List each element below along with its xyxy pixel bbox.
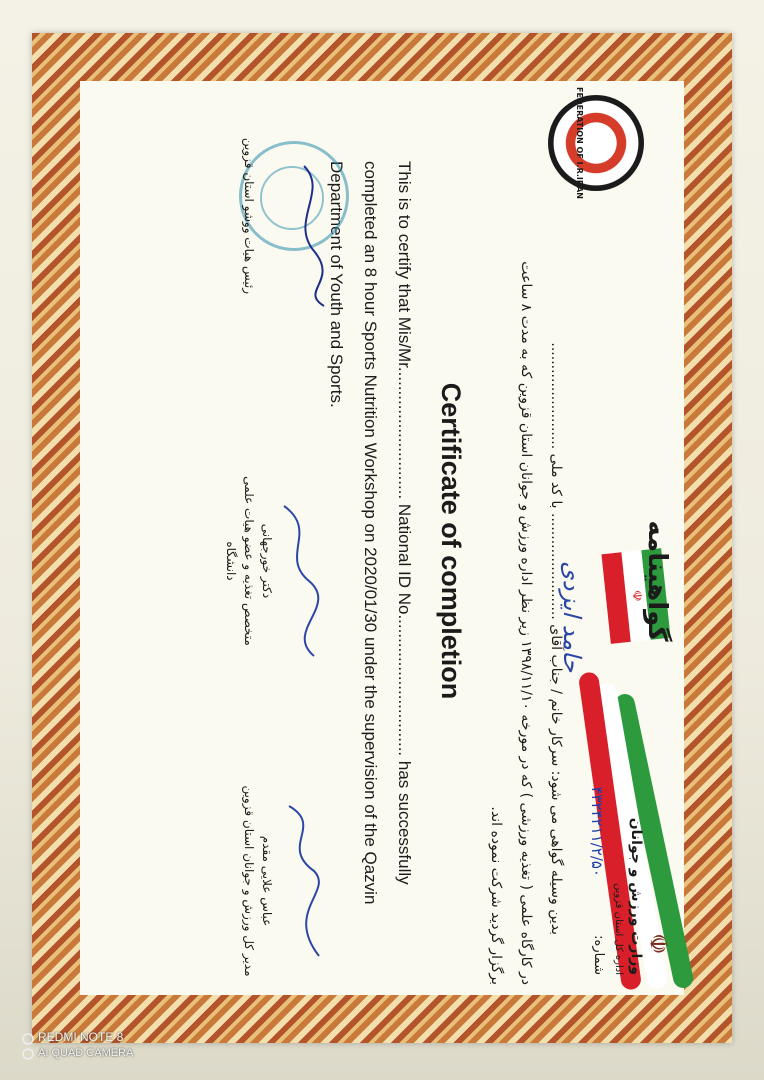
english-body-line-3: Department of Youth and Sports. [327, 161, 346, 408]
signature-scribble-3 [274, 801, 334, 961]
signatory-1-role: رئیس هیات ووشو استان قزوین [242, 137, 256, 295]
persian-body-line-1: بدین وسیله گواهی می شود: سرکار خانم / جناب آقای ........................ با کد ملی ........................ [548, 342, 564, 935]
signatory-2-role: متخصص تغذیه و عضو هیات علمی [242, 476, 256, 646]
signatory-3-name: عباس علایی مقدم [260, 835, 274, 927]
certificate-body [80, 81, 684, 995]
persian-body-line-2: در کارگاه علمی ( تغذیه ورزشی ) که در مورخه ۱۳۹۸/۱۱/۱۰ زیر نظر اداره ورزش و جوانان استان قزوین که به مدت ۸ ساعت [518, 261, 534, 985]
number-value: ۴۳۲۴۲۱۱/۲/۵۰ [588, 786, 606, 877]
signature-scribble-1 [284, 161, 334, 311]
signature-scribble-2 [274, 501, 324, 661]
persian-title: گواهینامه [642, 520, 672, 642]
english-title: Certificate of completion [436, 382, 466, 700]
english-body-line-2: completed an 8 hour Sports Nutrition Workshop on 2020/01/30 under the supervision of the Qazvin [361, 161, 380, 905]
camera-lens-icon [20, 1032, 36, 1062]
logo-caption: FEDERATION OF I.R.IRAN [575, 87, 584, 199]
camera-watermark-model: REDMI NOTE 8 [38, 1030, 124, 1044]
english-body-line-1: This is to certify that Mis/Mr............................ National ID No.............................. has successfully [395, 161, 414, 885]
camera-watermark-label: AI QUAD CAMERA [38, 1047, 134, 1059]
certificate-page [32, 33, 732, 1043]
persian-body-line-3: برگزار گردید شرکت نموده اند. [488, 806, 504, 985]
signatory-2-name: دکتر خورجهانی [260, 523, 274, 599]
iran-flag-icon: ☫ [601, 548, 670, 644]
signatory-3-role: مدیر کل ورزش و جوانان استان قزوین [242, 785, 256, 977]
number-label: شماره: [591, 935, 606, 975]
ministry-name: وزارت ورزش و جوانان [628, 817, 644, 975]
ministry-subtitle: اداره کل استان قزوین [613, 882, 624, 975]
emblem-icon: ☫ [644, 933, 672, 955]
wushu-federation-logo [548, 95, 644, 191]
signatory-2-org: دانشگاه [224, 541, 238, 581]
handwritten-name: حامد ایزدی [558, 561, 586, 673]
